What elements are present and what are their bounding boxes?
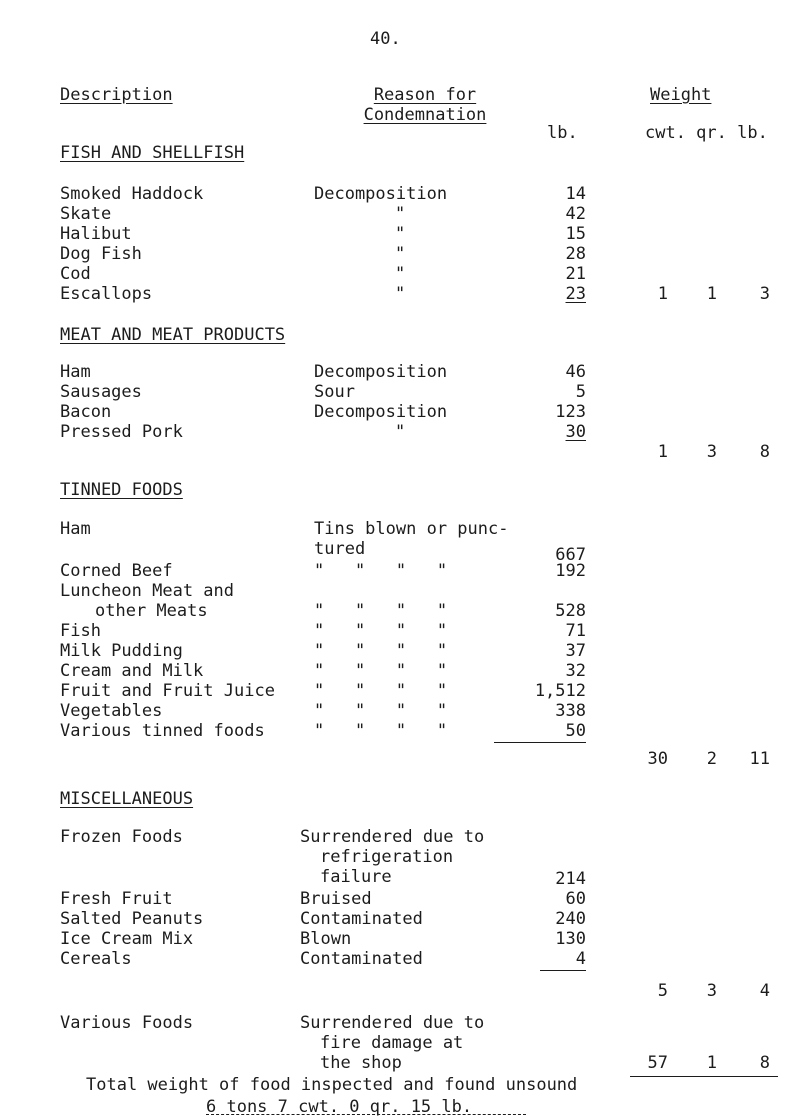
misc-reason: Blown: [300, 929, 352, 949]
tinned-subtotal-rule: [494, 742, 586, 743]
fish-reason: ": [395, 204, 406, 224]
lb-header: lb.: [547, 123, 578, 143]
tinned-total-cwt: 30: [647, 749, 668, 769]
tinned-total-lb: 11: [749, 749, 770, 769]
grand-total-qr: 1: [706, 1053, 717, 1073]
fish-item: Cod: [60, 264, 91, 284]
tinned-item: Cream and Milk: [60, 661, 204, 681]
fish-lb: 42: [565, 204, 586, 224]
tinned-ditto: " " " ": [314, 681, 448, 701]
reason-header-line1: Reason for: [373, 85, 477, 105]
fish-section-heading: FISH AND SHELLFISH: [60, 143, 245, 163]
meat-total-cwt: 1: [657, 442, 668, 462]
tinned-ditto: " " " ": [314, 601, 448, 621]
misc-reason: Bruised: [300, 889, 372, 909]
fish-total-lb: 3: [759, 284, 770, 304]
grand-total-lb: 8: [759, 1053, 770, 1073]
tinned-item: Ham: [60, 519, 91, 539]
meat-total-qr: 3: [706, 442, 717, 462]
tinned-lb: 1,512: [534, 681, 586, 701]
misc-total-lb: 4: [759, 981, 770, 1001]
fish-lb: 28: [565, 244, 586, 264]
fish-lb: 21: [565, 264, 586, 284]
meat-reason: Sour: [314, 382, 355, 402]
fish-reason: ": [395, 224, 406, 244]
fish-total-cwt: 1: [657, 284, 668, 304]
misc-frozen-reason-line1: Surrendered due to: [300, 827, 485, 847]
tinned-ditto: " " " ": [314, 701, 448, 721]
tinned-reason-line1: Tins blown or punc-: [314, 519, 509, 539]
misc-various-item: Various Foods: [60, 1013, 194, 1033]
misc-item: Salted Peanuts: [60, 909, 204, 929]
meat-total-lb: 8: [759, 442, 770, 462]
misc-total-cwt: 5: [657, 981, 668, 1001]
tinned-lb: 32: [565, 661, 586, 681]
misc-item: Ice Cream Mix: [60, 929, 194, 949]
misc-frozen-reason-line2: refrigeration: [320, 847, 454, 867]
tinned-item: Milk Pudding: [60, 641, 183, 661]
misc-reason: Contaminated: [300, 949, 423, 969]
tinned-lb: 667: [555, 545, 586, 565]
meat-lb: 5: [575, 382, 586, 402]
fish-item: Halibut: [60, 224, 132, 244]
tinned-item: Fish: [60, 621, 101, 641]
tinned-item: Fruit and Fruit Juice: [60, 681, 275, 701]
misc-frozen-lb: 214: [555, 869, 586, 889]
tinned-item: other Meats: [95, 601, 208, 621]
tinned-lb: 192: [555, 561, 586, 581]
fish-lb: 23: [565, 284, 586, 304]
meat-lb: 46: [565, 362, 586, 382]
fish-lb: 15: [565, 224, 586, 244]
fish-reason: ": [395, 284, 406, 304]
meat-item: Pressed Pork: [60, 422, 183, 442]
tinned-lb: 338: [555, 701, 586, 721]
reason-header-line2: Condemnation: [363, 105, 487, 125]
misc-various-reason-line2: fire damage at: [320, 1033, 464, 1053]
meat-section-heading: MEAT AND MEAT PRODUCTS: [60, 325, 286, 345]
weight-header: Weight: [650, 85, 712, 105]
meat-item: Ham: [60, 362, 91, 382]
fish-lb: 14: [565, 184, 586, 204]
meat-reason: Decomposition: [314, 362, 448, 382]
tinned-lb: 71: [565, 621, 586, 641]
misc-various-reason-line1: Surrendered due to: [300, 1013, 485, 1033]
cwt-qr-lb-header: cwt. qr. lb.: [645, 123, 768, 143]
tinned-section-heading: TINNED FOODS: [60, 480, 183, 500]
tinned-ditto: " " " ": [314, 621, 448, 641]
misc-frozen-reason-line3: failure: [320, 867, 392, 887]
tinned-item: Vegetables: [60, 701, 163, 721]
misc-lb: 4: [575, 949, 586, 969]
tinned-reason-line2: tured: [314, 539, 366, 559]
tinned-lb: 37: [565, 641, 586, 661]
tinned-ditto: " " " ": [314, 661, 448, 681]
grand-total-rule: [630, 1076, 778, 1077]
tinned-item: Luncheon Meat and: [60, 581, 234, 601]
fish-reason: ": [395, 244, 406, 264]
tinned-ditto: " " " ": [314, 721, 448, 741]
misc-reason: Contaminated: [300, 909, 423, 929]
page-number: 40.: [370, 29, 401, 49]
misc-item: Cereals: [60, 949, 132, 969]
misc-subtotal-rule: [540, 970, 586, 971]
total-weight-summary: 6 tons 7 cwt. 0 qr. 15 lb.: [206, 1097, 473, 1117]
misc-item: Fresh Fruit: [60, 889, 173, 909]
meat-lb: 30: [565, 422, 586, 442]
tinned-total-qr: 2: [706, 749, 717, 769]
meat-reason: Decomposition: [314, 402, 448, 422]
fish-item: Smoked Haddock: [60, 184, 204, 204]
misc-total-qr: 3: [706, 981, 717, 1001]
fish-reason: Decomposition: [314, 184, 448, 204]
tinned-lb: 50: [565, 721, 586, 741]
meat-item: Sausages: [60, 382, 142, 402]
fish-item: Escallops: [60, 284, 153, 304]
misc-lb: 130: [555, 929, 586, 949]
tinned-lb: 528: [555, 601, 586, 621]
misc-frozen-item: Frozen Foods: [60, 827, 183, 847]
tinned-item: Various tinned foods: [60, 721, 265, 741]
meat-lb: 123: [555, 402, 586, 422]
meat-reason: ": [395, 422, 406, 442]
total-weight-statement: Total weight of food inspected and found unsound: [86, 1075, 578, 1095]
misc-various-reason-line3: the shop: [320, 1053, 402, 1073]
tinned-item: Corned Beef: [60, 561, 173, 581]
description-header: Description: [60, 85, 173, 105]
fish-item: Dog Fish: [60, 244, 142, 264]
tinned-ditto: " " " ": [314, 561, 448, 581]
fish-reason: ": [395, 264, 406, 284]
misc-section-heading: MISCELLANEOUS: [60, 789, 194, 809]
fish-total-qr: 1: [706, 284, 717, 304]
fish-item: Skate: [60, 204, 112, 224]
summary-underline: [206, 1114, 526, 1115]
meat-item: Bacon: [60, 402, 112, 422]
misc-lb: 240: [555, 909, 586, 929]
grand-total-cwt: 57: [647, 1053, 668, 1073]
misc-lb: 60: [565, 889, 586, 909]
tinned-ditto: " " " ": [314, 641, 448, 661]
